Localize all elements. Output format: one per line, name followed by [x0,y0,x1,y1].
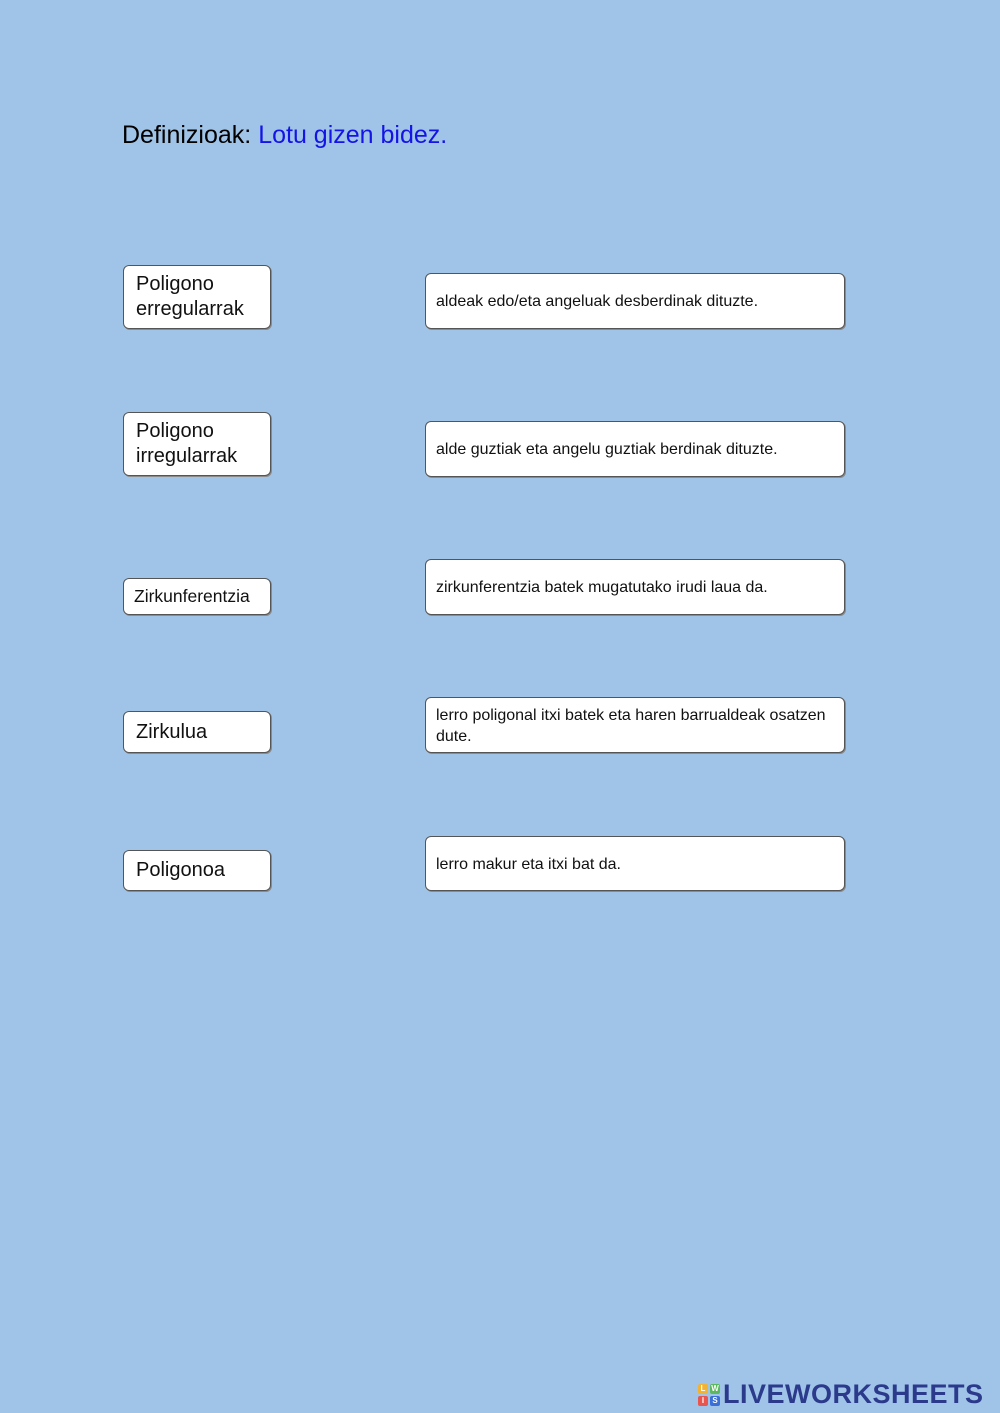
logo-letter-i: I [698,1396,708,1406]
definition-box-3[interactable]: zirkunferentzia batek mugatutako irudi laua da. [425,559,845,615]
instruction-hint: Lotu gizen bidez. [258,121,448,149]
instruction-text [122,121,447,150]
term-box-zirkunferentzia[interactable]: Zirkunferentzia [123,578,271,615]
term-box-zirkulua[interactable]: Zirkulua [123,711,271,753]
definition-box-5[interactable]: lerro makur eta itxi bat da. [425,836,845,891]
term-box-poligono-erregularrak[interactable]: Poligono erregularrak [123,265,271,329]
liveworksheets-brand [698,1379,984,1410]
liveworksheets-logo-icon [698,1384,720,1406]
brand-text: LIVEWORKSHEETS [723,1379,984,1409]
logo-letter-s: S [710,1396,720,1406]
instruction-prefix: Definizioak: [122,121,252,149]
logo-letter-w: W [711,1383,719,1393]
term-box-poligonoa[interactable]: Poligonoa [123,850,271,891]
definition-box-2[interactable]: alde guztiak eta angelu guztiak berdinak dituzte. [425,421,845,477]
definition-box-1[interactable]: aldeak edo/eta angeluak desberdinak dituzte. [425,273,845,329]
term-box-poligono-irregularrak[interactable]: Poligono irregularrak [123,412,271,476]
definition-box-4[interactable]: lerro poligonal itxi batek eta haren barrualdeak osatzen dute. [425,697,845,753]
logo-letter-l: L [698,1384,708,1394]
